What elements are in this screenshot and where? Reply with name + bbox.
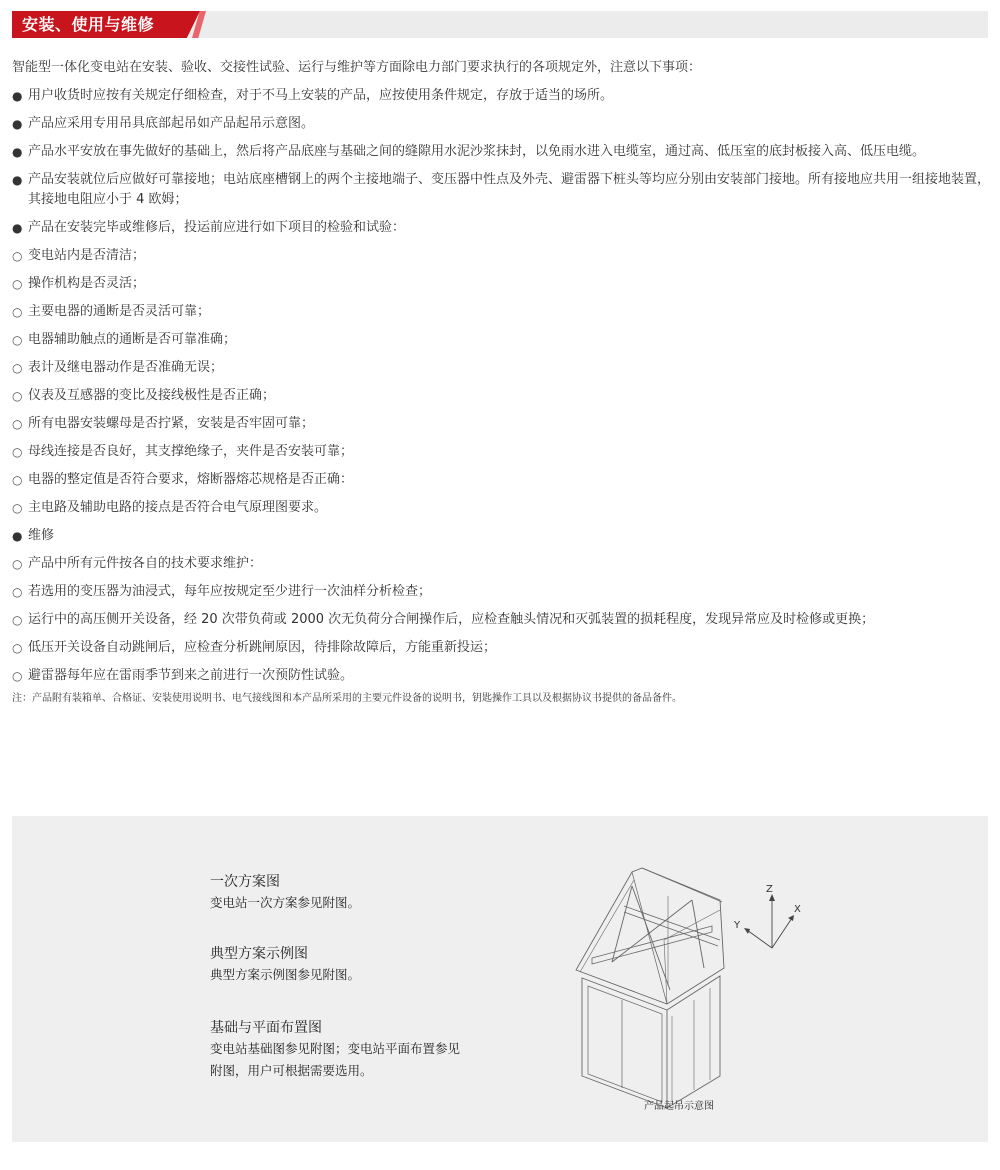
list-item-text: 运行中的高压侧开关设备，经 20 次带负荷或 2000 次无负荷分合闸操作后，应检查触头情况和灭弧装置的损耗程度，发现异常应及时检修或更换； bbox=[28, 612, 875, 627]
y-axis-label: Y bbox=[734, 920, 741, 931]
footnote: 注：产品附有装箱单、合格证、安装使用说明书、电气接线图和本产品所采用的主要元件设备的说明书，钥匙操作工具以及根据协议书提供的备品备件。 bbox=[12, 693, 682, 704]
list-item-text: 操作机构是否灵活； bbox=[28, 276, 146, 291]
list-item-text: 产品应采用专用吊具底部起吊如产品起吊示意图。 bbox=[28, 116, 315, 131]
list-item bbox=[12, 246, 992, 266]
list-item-text: 若选用的变压器为油浸式，每年应按规定至少进行一次油样分析检查； bbox=[28, 584, 432, 599]
list-item bbox=[12, 114, 992, 134]
hollow-bullet-icon: ○ bbox=[12, 585, 23, 599]
list-item-text: 仪表及互感器的变比及接线极性是否正确； bbox=[28, 388, 276, 403]
list-item bbox=[12, 610, 992, 630]
hollow-bullet-icon: ○ bbox=[12, 277, 23, 291]
drawings-panel bbox=[12, 816, 988, 1142]
list-item-text: 用户收货时应按有关规定仔细检查，对于不马上安装的产品，应按使用条件规定，存放于适当的场所。 bbox=[28, 88, 614, 103]
lifting-beam bbox=[592, 926, 712, 964]
list-item-text: 电器的整定值是否符合要求，熔断器熔芯规格是否正确： bbox=[28, 472, 354, 487]
list-item bbox=[12, 86, 992, 106]
filled-bullet-icon: ● bbox=[12, 529, 23, 543]
list-item bbox=[12, 554, 992, 574]
list-item-text: 变电站内是否清洁； bbox=[28, 248, 146, 263]
list-item-text: 母线连接是否良好，其支撑绝缘子，夹件是否安装可靠； bbox=[28, 444, 354, 459]
list-item bbox=[12, 470, 992, 490]
filled-bullet-icon: ● bbox=[12, 221, 23, 235]
filled-bullet-icon: ● bbox=[12, 89, 23, 103]
list-item bbox=[12, 358, 992, 378]
block-title: 一次方案图 bbox=[210, 874, 280, 890]
sling bbox=[612, 900, 692, 962]
list-item-text: 主要电器的通断是否灵活可靠； bbox=[28, 304, 211, 319]
list-item-text: 产品在安装完毕或维修后，投运前应进行如下项目的检验和试验： bbox=[28, 220, 406, 235]
z-axis-label: Z bbox=[766, 884, 773, 895]
list-item bbox=[12, 498, 992, 518]
list-item-text: 产品水平安放在事先做好的基础上，然后将产品底座与基础之间的缝隙用水泥沙浆抹封，以免雨水进入电缆室，通过高、低压室的底封板接入高、低压电缆。 bbox=[28, 144, 926, 159]
list-item-text: 产品中所有元件按各自的技术要求维护： bbox=[28, 556, 263, 571]
hollow-bullet-icon: ○ bbox=[12, 641, 23, 655]
list-item bbox=[12, 170, 992, 210]
figure-caption: 产品起吊示意图 bbox=[644, 1101, 714, 1112]
lifting-diagram bbox=[572, 840, 822, 1115]
block-primary-scheme bbox=[210, 872, 470, 914]
block-title: 典型方案示例图 bbox=[210, 946, 308, 962]
list-item bbox=[12, 274, 992, 294]
list-item bbox=[12, 330, 992, 350]
list-item bbox=[12, 666, 992, 686]
list-item bbox=[12, 302, 992, 322]
hollow-bullet-icon: ○ bbox=[12, 361, 23, 375]
list-item-text: 主电路及辅助电路的接点是否符合电气原理图要求。 bbox=[28, 500, 328, 515]
list-item-text: 产品安装就位后应做好可靠接地；电站底座槽钢上的两个主接地端子、变压器中性点及外壳、避雷器下桩头等均应分别由安装部门接地。所有接地应共用一组接地装置，其接地电阻应小于 4 欧姆； bbox=[28, 172, 991, 207]
list-item bbox=[12, 582, 992, 602]
list-item bbox=[12, 218, 992, 238]
hollow-bullet-icon: ○ bbox=[12, 669, 23, 683]
list-item bbox=[12, 386, 992, 406]
list-item bbox=[12, 638, 992, 658]
list-item bbox=[12, 442, 992, 462]
section-header bbox=[12, 11, 988, 38]
hollow-bullet-icon: ○ bbox=[12, 473, 23, 487]
block-foundation-layout bbox=[210, 1018, 472, 1082]
hollow-bullet-icon: ○ bbox=[12, 249, 23, 263]
hollow-bullet-icon: ○ bbox=[12, 613, 23, 627]
cabinet-front-face bbox=[582, 978, 667, 1108]
instructions-content bbox=[12, 58, 992, 706]
intro-text: 智能型一体化变电站在安装、验收、交接性试验、运行与维护等方面除电力部门要求执行的各项规定外，注意以下事项： bbox=[12, 60, 702, 75]
list-item-text: 低压开关设备自动跳闸后，应检查分析跳闸原因，待排除故障后，方能重新投运； bbox=[28, 640, 497, 655]
block-body: 变电站基础图参见附图；变电站平面布置参见附图，用户可根据需要选用。 bbox=[210, 1041, 461, 1078]
list-item bbox=[12, 526, 992, 546]
hollow-bullet-icon: ○ bbox=[12, 333, 23, 347]
hollow-bullet-icon: ○ bbox=[12, 557, 23, 571]
list-item-text: 避雷器每年应在雷雨季节到来之前进行一次预防性试验。 bbox=[28, 668, 354, 683]
sling bbox=[612, 886, 632, 962]
hollow-bullet-icon: ○ bbox=[12, 389, 23, 403]
list-item bbox=[12, 142, 992, 162]
hollow-bullet-icon: ○ bbox=[12, 305, 23, 319]
list-item-text: 所有电器安装螺母是否拧紧，安装是否牢固可靠； bbox=[28, 416, 315, 431]
hollow-bullet-icon: ○ bbox=[12, 417, 23, 431]
x-axis-label: X bbox=[794, 904, 801, 915]
list-item bbox=[12, 414, 992, 434]
hollow-bullet-icon: ○ bbox=[12, 445, 23, 459]
list-item-text: 维修 bbox=[28, 528, 55, 543]
sling bbox=[632, 886, 670, 990]
list-item-text: 表计及继电器动作是否准确无误； bbox=[28, 360, 224, 375]
block-body: 变电站一次方案参见附图。 bbox=[210, 895, 361, 910]
x-axis bbox=[772, 918, 792, 948]
list-item-text: 电器辅助触点的通断是否可靠准确； bbox=[28, 332, 237, 347]
filled-bullet-icon: ● bbox=[12, 173, 23, 187]
filled-bullet-icon: ● bbox=[12, 117, 23, 131]
y-axis bbox=[747, 930, 772, 948]
block-typical-scheme bbox=[210, 944, 470, 986]
hollow-bullet-icon: ○ bbox=[12, 501, 23, 515]
block-title: 基础与平面布置图 bbox=[210, 1020, 322, 1036]
filled-bullet-icon: ● bbox=[12, 145, 23, 159]
cabinet-side-face bbox=[667, 976, 720, 1108]
section-title: 安装、使用与维修 bbox=[22, 15, 155, 34]
block-body: 典型方案示例图参见附图。 bbox=[210, 967, 361, 982]
instruction-list bbox=[12, 86, 992, 686]
